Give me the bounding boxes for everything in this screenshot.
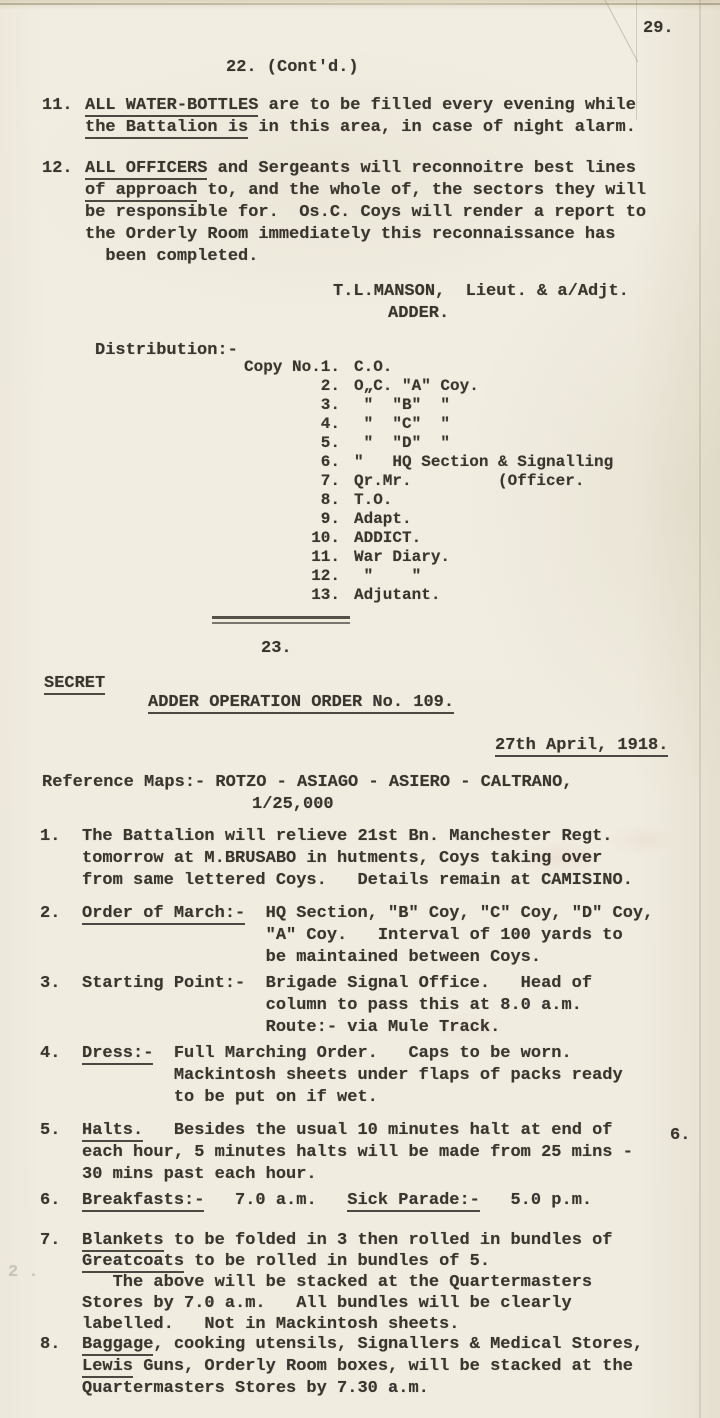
- item-7-ghost-mark: 2 .: [8, 1263, 39, 1282]
- item-5-text: Halts. Besides the usual 10 minutes halt at end of each hour, 5 minutes halts will be made from 25 mins - 30 mins past each hour.: [82, 1121, 633, 1184]
- distribution-copy-numbers: Copy No.1. 2. 3. 4. 5. 6. 7. 8. 9. 10. 11. 12. 13.: [243, 358, 340, 604]
- item-12-number: 12.: [42, 159, 73, 178]
- order-title: ADDER OPERATION ORDER No. 109.: [148, 693, 455, 712]
- item-6-number: 6.: [40, 1191, 61, 1210]
- item-11-number: 11.: [42, 96, 73, 115]
- distribution-heading: Distribution:-: [95, 341, 238, 360]
- section-22-contd-heading: 22. (Cont'd.): [226, 58, 359, 77]
- item-2-number: 2.: [40, 904, 61, 923]
- item-1-number: 1.: [40, 827, 61, 846]
- reference-maps-scale: 1/25,000: [252, 795, 334, 814]
- item-4-text: Dress:- Full Marching Order. Caps to be worn. Mackintosh sheets under flaps of packs ready to be put on if wet.: [82, 1044, 623, 1107]
- item-5-number: 5.: [40, 1121, 61, 1140]
- paper-crease-diagonal: [598, 0, 638, 62]
- item-1-text: The Battalion will relieve 21st Bn. Manchester Regt. tomorrow at M.BRUSABO in hutments, Coys taking over from same lettered Coys. Details remain at CAMISINO.: [82, 827, 633, 890]
- page-number: 29.: [643, 19, 674, 38]
- secret-classification: SECRET: [44, 674, 106, 693]
- item-8-text: Baggage, cooking utensils, Signallers & Medical Stores, Lewis Guns, Orderly Room boxes, will be stacked at the Quartermasters Stores by 7.30 a.m.: [82, 1335, 644, 1398]
- item-6-text: Breakfasts:- 7.0 a.m. Sick Parade:- 5.0 p.m.: [82, 1191, 593, 1210]
- signature-line: T.L.MANSON, Lieut. & a/Adjt.: [333, 282, 629, 301]
- item-11-text: ALL WATER-BOTTLES are to be filled every evening while the Battalion is in this area, in case of night alarm.: [85, 96, 636, 137]
- item-12-text: ALL OFFICERS and Sergeants will reconnoitre best lines of approach to, and the whole of, the sectors they will be responsible for. Os.C. Coys will render a report to the Orderly Room immediately this reconnaissance has been completed.: [85, 159, 647, 266]
- item-5-stray-number: 6.: [670, 1126, 691, 1145]
- item-7-number: 7.: [40, 1231, 61, 1250]
- item-2-text: Order of March:- HQ Section, "B" Coy, "C" Coy, "D" Coy, "A" Coy. Interval of 100 yards to be maintained between Coys.: [82, 904, 654, 967]
- item-3-text: Starting Point:- Brigade Signal Office. Head of column to pass this at 8.0 a.m. Route:- via Mule Track.: [82, 974, 593, 1037]
- section-23-heading: 23.: [261, 639, 292, 658]
- scan-top-edge: [0, 3, 720, 5]
- item-4-number: 4.: [40, 1044, 61, 1063]
- item-7-text: Blankets to be folded in 3 then rolled in bundles of Greatcoats to be rolled in bundles of 5. The above will be stacked at the Quartermasters Stores by 7.0 a.m. All bundles will be clearly labelled. Not in Mackintosh sheets.: [82, 1231, 613, 1334]
- distribution-copy-recipients: C.O. O„C. "A" Coy. " "B" " " "C" " " "D" " " HQ Section & Signalling Qr.Mr. (Officer. T.O. Adapt. ADDICT. War Diary. " " Adjutant.: [354, 358, 614, 604]
- paper-fold-line-right: [699, 0, 701, 1418]
- reference-maps: Reference Maps:- ROTZO - ASIAGO - ASIERO - CALTRANO,: [42, 773, 573, 792]
- item-3-number: 3.: [40, 974, 61, 993]
- order-date: 27th April, 1918.: [495, 736, 669, 755]
- distribution-divider-rule: [212, 616, 350, 624]
- signature-unit: ADDER.: [388, 304, 450, 323]
- item-8-number: 8.: [40, 1335, 61, 1354]
